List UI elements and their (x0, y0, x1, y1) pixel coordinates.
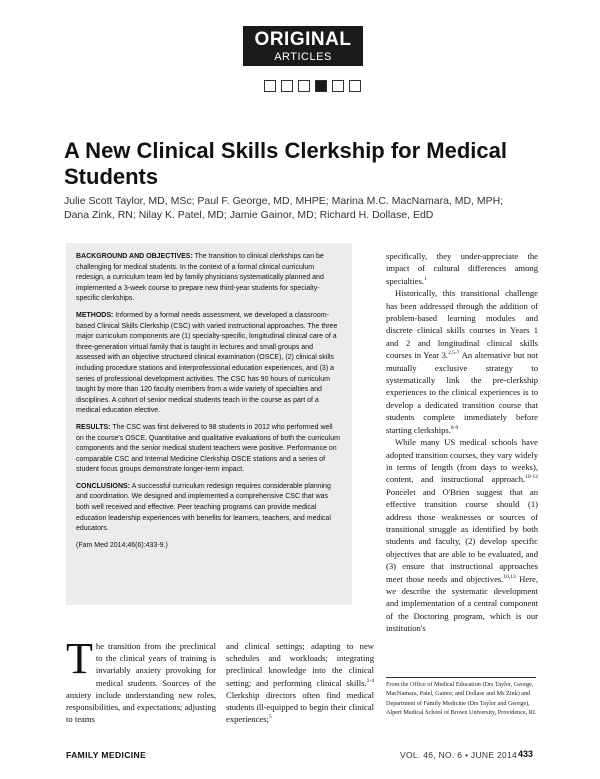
abstract-methods (76, 311, 342, 417)
paragraph (386, 436, 538, 635)
section-badge (243, 26, 363, 66)
indicator-square-active (315, 80, 327, 92)
text-run: specifically, they under-appreciate the impact of cultural differences among specialties. (386, 251, 538, 286)
article-title: A New Clinical Skills Clerkship for Medical Students (64, 138, 507, 189)
text-run: While many US medical schools have adopted transition courses, they vary widely in terms of length (from days to weeks), content, and instructional approach. (386, 437, 538, 485)
text-run: Historically, this transitional challenge has been addressed through the addition of problem-based learning modules and discrete clinical skills courses in Years 1 and 2 and longitudinal clinical skills courses in Year 3. (386, 288, 538, 361)
paragraph (386, 287, 538, 436)
author-list: Julie Scott Taylor, MD, MSc; Paul F. George, MD, MHPE; Marina M.C. MacNamara, MD, MPH; Dana Zink, RN; Nilay K. Patel, MD; Jamie Gainor, MD; Richard H. Dollase, EdD (64, 195, 504, 221)
text-run: he transition from the preclinical to the clinical years of training is invariably anxiety provoking for medical students. Sources of the anxiety include understanding new roles, responsibilities, and expectations; adjusting to teams (66, 641, 216, 725)
abstract-conclusions-label: CONCLUSIONS: (76, 482, 131, 490)
reference-superscript: 2,5-7 (448, 350, 460, 357)
body-column-right (386, 250, 538, 635)
body-column-1 (66, 634, 216, 725)
section-label: ORIGINAL (254, 29, 352, 50)
page-number: 433 (518, 749, 534, 759)
reference-superscript: 8-9 (450, 424, 459, 431)
abstract-background-text: The transition to clinical clerkships can be challenging for medical students. In the context of a formal clinical curriculum redesign, a curriculum team led by family physicians systematically planned and implemented a 3-week course to prepare new third-year students for specialty-specific clerkships. (76, 253, 324, 303)
body-column-2 (226, 640, 374, 725)
reference-superscript: 1 (423, 275, 427, 282)
abstract-results-label: RESULTS: (76, 423, 111, 431)
issue-info: VOL. 46, NO. 6 • JUNE 2014 (400, 750, 518, 760)
abstract-background (76, 252, 342, 305)
affiliation-note: From the Office of Medical Education (Drs Taylor, George, MacNamara, Patel, Gainor, and Dollase and Ms Zink) and Department of Family Medicine (Drs Taylor and George), Alpert Medical School of Brown University, Providence, RI. (386, 681, 537, 717)
indicator-square (281, 80, 293, 92)
indicator-square (332, 80, 344, 92)
reference-superscript: 10-12 (525, 474, 538, 481)
reference-superscript: 5 (268, 714, 272, 721)
reference-superscript: 10,13 (503, 573, 516, 580)
affiliation-rule (386, 677, 536, 678)
text-run: and clinical settings; adapting to new schedules and workloads; integrating preclinical knowledge into the clinical setting; and performing clinical skills. (226, 641, 374, 688)
abstract-conclusions (76, 482, 342, 535)
abstract-results-text: The CSC was first delivered to 98 students in 2012 who performed well on the course's OSCE. Quantitative and qualitative evaluations of both the curriculum components and the senior medical student teachers were positive. Performance on comparable CSC and Internal Medicine Clerkship OSCE stations and a series of student focus groups demonstrate longer-term impact. (76, 423, 340, 474)
section-indicator (264, 80, 361, 92)
text-run: An alternative but not mutually exclusive strategy to systematically link the pre-clerkship experiences to the clinical experiences is to develop a dedicated transition course that students complete immediately before starting clerkships. (386, 350, 538, 435)
abstract-conclusions-text: A successful curriculum redesign requires considerable planning and coordination. We designed and implemented a comprehensive CSC that was both well received and effective. Peer teaching programs can provide medical education leadership experiences with benefits for learners, teachers, and medical educators. (76, 482, 331, 533)
drop-cap: T (66, 634, 93, 683)
text-run: Clerkship directors often find medical students ill-equipped to begin their clinical experiences; (226, 689, 374, 725)
abstract-methods-label: METHODS: (76, 311, 114, 319)
indicator-square (298, 80, 310, 92)
text-run: Poncelet and O'Brien suggest that an effective transition course should (1) address those weaknesses or sources of transitional struggle as identified by both students and faculty, (2) develop specific objectives that are able to be evaluated, and (3) ensure that instructional approaches meet those needs and objectives. (386, 486, 538, 584)
abstract-citation: (Fam Med 2014;46(6):433-9.) (76, 541, 168, 549)
abstract-methods-text: Informed by a formal needs assessment, we developed a classroom-based Clinical Skills Clerkship (CSC) with varied instructional approaches. The three major curriculum components are (1) specialty-specific, longitudinal clinical care of a three-generation virtual family that is taught in lectures and small groups and assessed with an objective structured clinical examination (OSCE), (2) clinical skills including procedure stations and interprofessional education experiences, and (3) a series of professional development activities. The CSC has 90 hours of curriculum taught by more than 120 faculty members from a wide variety of specialties and disciplines. A cohort of senior medical students teach in the course as part of a medical education elective. (76, 311, 338, 415)
indicator-square (264, 80, 276, 92)
section-sublabel: ARTICLES (274, 51, 332, 63)
abstract-results (76, 423, 342, 476)
journal-name: FAMILY MEDICINE (66, 750, 147, 760)
text-run: Here, we describe the systematic development and implementation of a central component of the Doctoring program, which is our institution's (386, 573, 538, 634)
abstract-box (66, 243, 352, 605)
paragraph (386, 250, 538, 287)
reference-superscript: 1-4 (366, 677, 374, 684)
abstract-background-label: BACKGROUND AND OBJECTIVES: (76, 253, 193, 260)
indicator-square (349, 80, 361, 92)
